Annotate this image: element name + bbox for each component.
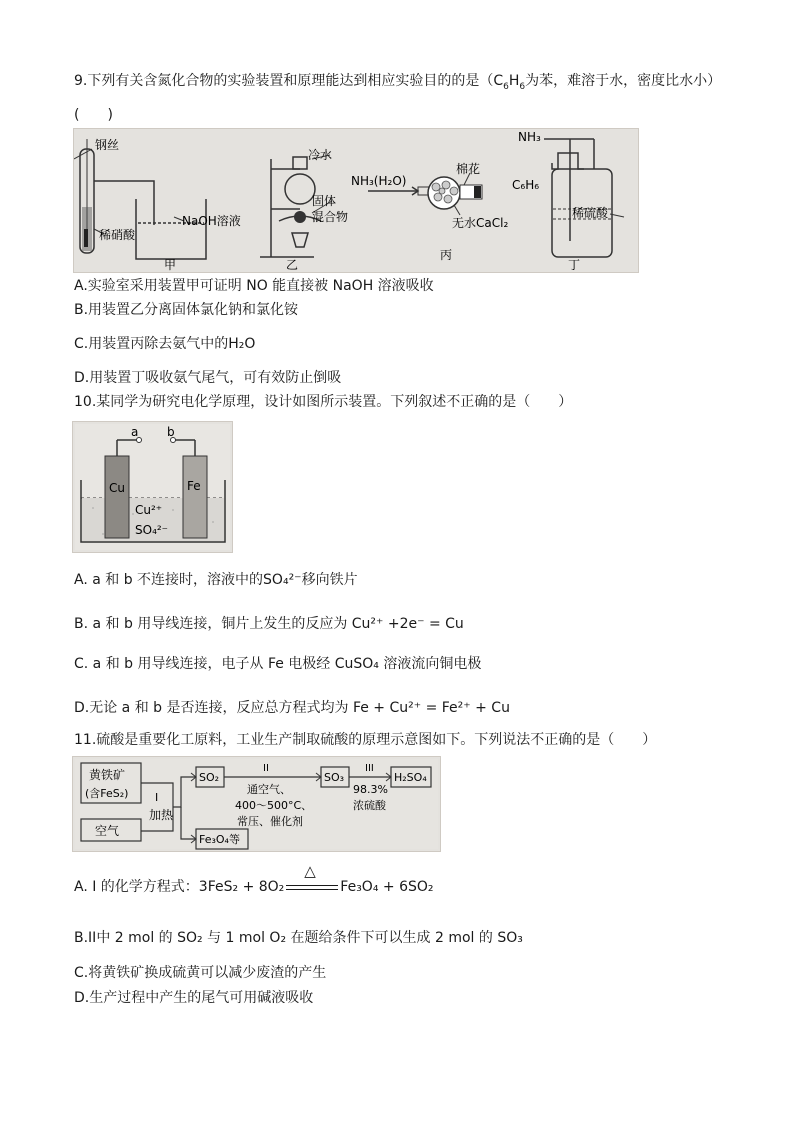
- label-step-1: I: [155, 791, 159, 804]
- q9-option-a: A.实验室采用装置甲可证明 NO 能直接被 NaOH 溶液吸收: [74, 278, 434, 294]
- q9-option-b: B.用装置乙分离固体氯化钠和氯化铵: [74, 302, 299, 318]
- q11-option-a-rhs: Fe₃O₄ + 6SO₂: [340, 879, 434, 895]
- q9-stem: 9.下列有关含氮化合物的实验装置和原理能达到相应实验目的的是（$C_6H_6$为苯，难溶于水，密度比水小）: [74, 73, 722, 92]
- label-terminal-a: a: [131, 425, 139, 439]
- q11-option-c: C.将黄铁矿换成硫黄可以减少废渣的产生: [74, 965, 327, 981]
- q10-electrochem-figure: [72, 421, 233, 553]
- q10-option-d: D.无论 a 和 b 是否连接，反应总方程式均为 Fe + Cu²⁺ = Fe²⁺ + Cu: [74, 700, 510, 716]
- label-c6h6: C₆H₆: [512, 178, 540, 192]
- q9-option-d: D.用装置丁吸收氨气尾气，可有效防止倒吸: [74, 370, 342, 386]
- label-fe-electrode: Fe: [187, 479, 201, 493]
- label-h2so4: H₂SO₄: [394, 771, 427, 784]
- label-step-3: III: [365, 763, 374, 774]
- q11-option-d: D.生产过程中产生的尾气可用碱液吸收: [74, 990, 314, 1006]
- label-air: 空气: [95, 824, 120, 838]
- reaction-arrow-heat: [284, 862, 340, 896]
- q11-option-a-lhs: A. I 的化学方程式：3FeS₂ + 8O₂: [74, 879, 285, 895]
- label-cold-water: 冷水: [308, 148, 333, 162]
- label-terminal-b: b: [167, 425, 175, 439]
- label-98-percent: 98.3%: [353, 783, 388, 796]
- q10-option-b: B. a 和 b 用导线连接，铜片上发生的反应为 Cu²⁺ +2e⁻ = Cu: [74, 616, 464, 632]
- q9-option-c: C.用装置丙除去氨气中的H₂O: [74, 336, 256, 352]
- label-dilute-h2so4: 稀硫酸: [572, 206, 609, 220]
- label-nh3: NH₃: [518, 130, 541, 144]
- q9-answer-paren: ( ): [74, 107, 113, 123]
- label-so3: SO₃: [324, 771, 345, 784]
- label-condition-air: 通空气、: [247, 783, 291, 796]
- q11-stem: 11.硫酸是重要化工原料，工业生产制取硫酸的原理示意图如下。下列说法不正确的是（ ）: [74, 732, 657, 748]
- label-ding: 丁: [568, 258, 581, 272]
- label-cu2-ion: Cu²⁺: [135, 503, 163, 517]
- label-nh3-h2o: NH₃(H₂O): [351, 174, 407, 188]
- label-steel-wire: 钢丝: [95, 138, 120, 152]
- heat-triangle-icon: △: [304, 862, 316, 880]
- label-contains-fes2: (含FeS₂): [85, 787, 129, 800]
- label-so2: SO₂: [199, 771, 220, 784]
- q11-flow-diagram: [72, 756, 441, 852]
- label-yi: 乙: [286, 258, 299, 272]
- q10-option-a: A. a 和 b 不连接时，溶液中的SO₄²⁻移向铁片: [74, 572, 358, 588]
- label-fe3o4-etc: Fe₃O₄等: [199, 833, 240, 846]
- label-condition-catalyst: 常压、催化剂: [237, 815, 303, 828]
- q10-stem: 10.某同学为研究电化学原理，设计如图所示装置。下列叙述不正确的是（ ）: [74, 394, 573, 410]
- label-condition-temp: 400～500°C、: [235, 799, 313, 812]
- label-cotton: 棉花: [456, 162, 481, 176]
- label-jia: 甲: [164, 258, 177, 272]
- label-anhydrous-cacl2: 无水CaCl₂: [452, 216, 509, 230]
- q11-option-b: B.II中 2 mol 的 SO₂ 与 1 mol O₂ 在题给条件下可以生成 2 mol 的 SO₃: [74, 930, 523, 946]
- label-naoh-solution: NaOH溶液: [182, 214, 241, 228]
- label-so4-ion: SO₄²⁻: [135, 523, 169, 537]
- q11-option-a: [74, 862, 434, 896]
- label-conc-h2so4: 浓硫酸: [353, 799, 386, 812]
- label-dilute-hno3: 稀硝酸: [99, 228, 136, 242]
- q10-option-c: C. a 和 b 用导线连接，电子从 Fe 电极经 CuSO₄ 溶液流向铜电极: [74, 656, 482, 672]
- label-mixture: 混合物: [312, 210, 349, 224]
- label-bing: 丙: [440, 248, 453, 262]
- label-cu-electrode: Cu: [109, 481, 125, 495]
- q9-apparatus-figure: [73, 128, 639, 273]
- label-step-2: II: [263, 763, 269, 774]
- label-pyrite: 黄铁矿: [89, 768, 126, 782]
- label-solid: 固体: [312, 194, 337, 208]
- label-heat: 加热: [149, 808, 174, 822]
- equals-double-line: [286, 885, 338, 890]
